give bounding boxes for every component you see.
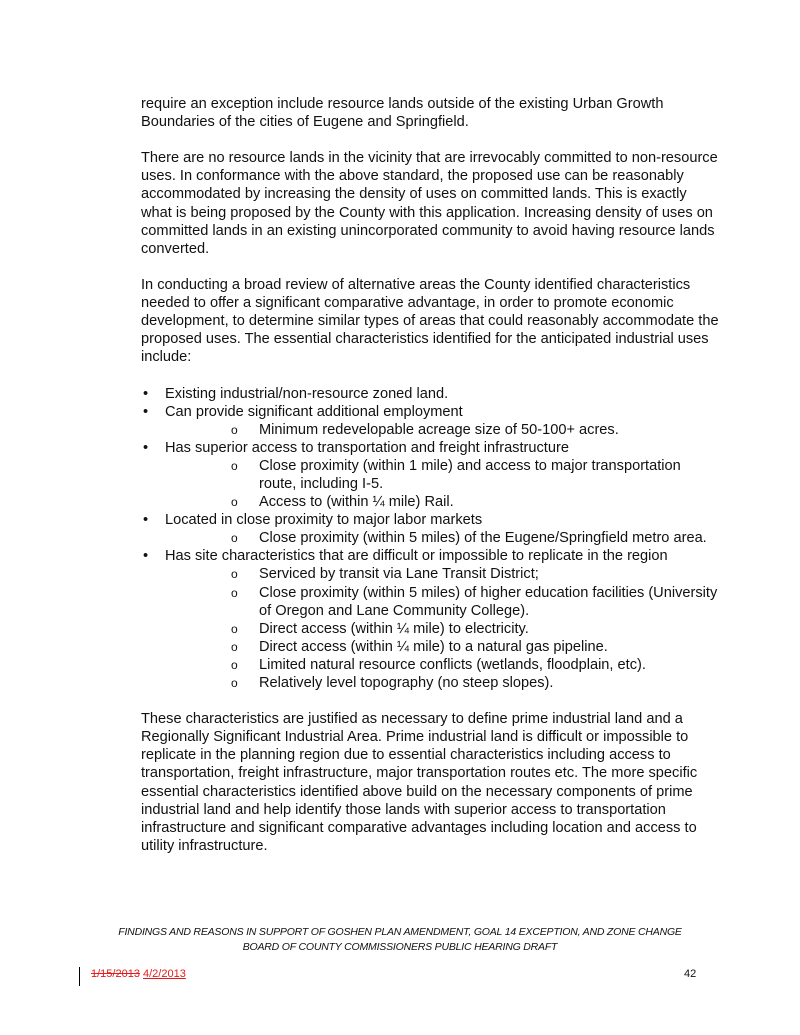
sub-list-item-text: Minimum redevelopable acreage size of 50-100+ acres. bbox=[259, 421, 619, 438]
sub-list bbox=[165, 421, 721, 439]
sub-list-item bbox=[165, 457, 721, 493]
hollow-bullet-icon: o bbox=[231, 458, 238, 473]
footer-date bbox=[91, 968, 186, 980]
paragraph-committed-lands: There are no resource lands in the vicinity that are irrevocably committed to non-resource uses. In conformance with the above standard, the proposed use can be reasonably accommodated by increasing the density of uses on committed lands. This is exactly what is being proposed by the County with this application. Increasing density of uses on committed lands in an existing unincorporated community to avoid having resource lands converted. bbox=[141, 150, 718, 257]
footer-title-line-2: BOARD OF COUNTY COMMISSIONERS PUBLIC HEARING DRAFT bbox=[242, 940, 558, 953]
sub-list-item-text: Close proximity (within 5 miles) of higher education facilities (University of Oregon and Lane Community College). bbox=[259, 584, 718, 619]
list-item-text: Can provide significant additional employment bbox=[165, 403, 463, 420]
paragraph-alternative-areas: In conducting a broad review of alternative areas the County identified characteristics needed to offer a significant comparative advantage, in order to promote economic development, to determine similar types of areas that could reasonably accommodate the proposed uses. The essential characteristics identified for the anticipated industrial uses include: bbox=[141, 276, 719, 366]
sub-list-item bbox=[165, 656, 721, 674]
sub-list-item bbox=[165, 493, 721, 511]
sub-list-item-text: Direct access (within ¼ mile) to a natural gas pipeline. bbox=[259, 638, 608, 655]
deleted-date: 1/15/2013 bbox=[91, 968, 140, 980]
hollow-bullet-icon: o bbox=[231, 657, 238, 672]
list-item-text: Has site characteristics that are difficult or impossible to replicate in the region bbox=[165, 548, 668, 565]
list-item bbox=[141, 547, 721, 692]
sub-list-item bbox=[165, 674, 721, 692]
paragraph-justification: These characteristics are justified as necessary to define prime industrial land and a Regionally Significant Industrial Area. Prime industrial land is difficult or impossible to replicate in the planning region due to essential characteristics including access to transportation, freight infrastructure, major transportation routes etc. The more specific essential characteristics identified above build on the necessary components of prime industrial land and help identify those lands with superior access to transportation infrastructure and significant comparative advantages including location and access to utility infrastructure. bbox=[141, 711, 698, 854]
list-item bbox=[141, 403, 721, 439]
bullet-icon: • bbox=[143, 439, 149, 456]
list-item bbox=[141, 385, 721, 403]
characteristics-list bbox=[141, 385, 721, 693]
sub-list-item bbox=[165, 638, 721, 656]
list-item-text: Has superior access to transportation and freight infrastructure bbox=[165, 439, 569, 456]
footer-title bbox=[0, 925, 800, 954]
revision-change-bar bbox=[79, 967, 80, 986]
hollow-bullet-icon: o bbox=[231, 621, 238, 636]
list-item bbox=[141, 439, 721, 511]
bullet-icon: • bbox=[143, 512, 149, 529]
sub-list bbox=[165, 565, 721, 692]
footer-title-line-1: FINDINGS AND REASONS IN SUPPORT OF GOSHEN PLAN AMENDMENT, GOAL 14 EXCEPTION, AND ZONE CHANGE bbox=[118, 926, 682, 938]
sub-list bbox=[165, 529, 721, 547]
sub-list-item-text: Limited natural resource conflicts (wetlands, floodplain, etc). bbox=[259, 656, 646, 673]
hollow-bullet-icon: o bbox=[231, 585, 238, 600]
list-item bbox=[141, 511, 721, 547]
body-text bbox=[141, 95, 721, 873]
sub-list-item-text: Close proximity (within 1 mile) and access to major transportation route, including I-5. bbox=[259, 457, 681, 492]
hollow-bullet-icon: o bbox=[231, 567, 238, 582]
hollow-bullet-icon: o bbox=[231, 639, 238, 654]
list-item-text: Existing industrial/non-resource zoned land. bbox=[165, 385, 449, 402]
sub-list-item-text: Direct access (within ¼ mile) to electricity. bbox=[259, 620, 529, 637]
page-number: 42 bbox=[684, 968, 697, 980]
sub-list-item-text: Relatively level topography (no steep slopes). bbox=[259, 675, 554, 691]
sub-list-item-text: Close proximity (within 5 miles) of the Eugene/Springfield metro area. bbox=[259, 530, 707, 547]
list-item-text: Located in close proximity to major labor markets bbox=[165, 512, 483, 529]
hollow-bullet-icon: o bbox=[231, 531, 238, 546]
bullet-icon: • bbox=[143, 385, 149, 402]
bullet-icon: • bbox=[143, 548, 149, 565]
paragraph-continuation: require an exception include resource lands outside of the existing Urban Growth Boundaries of the cities of Eugene and Springfield. bbox=[141, 96, 664, 131]
sub-list-item-text: Access to (within ¼ mile) Rail. bbox=[259, 494, 454, 511]
sub-list-item bbox=[165, 529, 721, 547]
sub-list-item bbox=[165, 620, 721, 638]
hollow-bullet-icon: o bbox=[231, 422, 238, 437]
sub-list-item bbox=[165, 565, 721, 583]
hollow-bullet-icon: o bbox=[231, 495, 238, 510]
hollow-bullet-icon: o bbox=[231, 676, 238, 690]
sub-list-item bbox=[165, 421, 721, 439]
sub-list-item-text: Serviced by transit via Lane Transit District; bbox=[259, 566, 539, 583]
inserted-date: 4/2/2013 bbox=[143, 968, 186, 980]
sub-list-item bbox=[165, 584, 721, 620]
sub-list bbox=[165, 457, 721, 511]
bullet-icon: • bbox=[143, 403, 149, 420]
